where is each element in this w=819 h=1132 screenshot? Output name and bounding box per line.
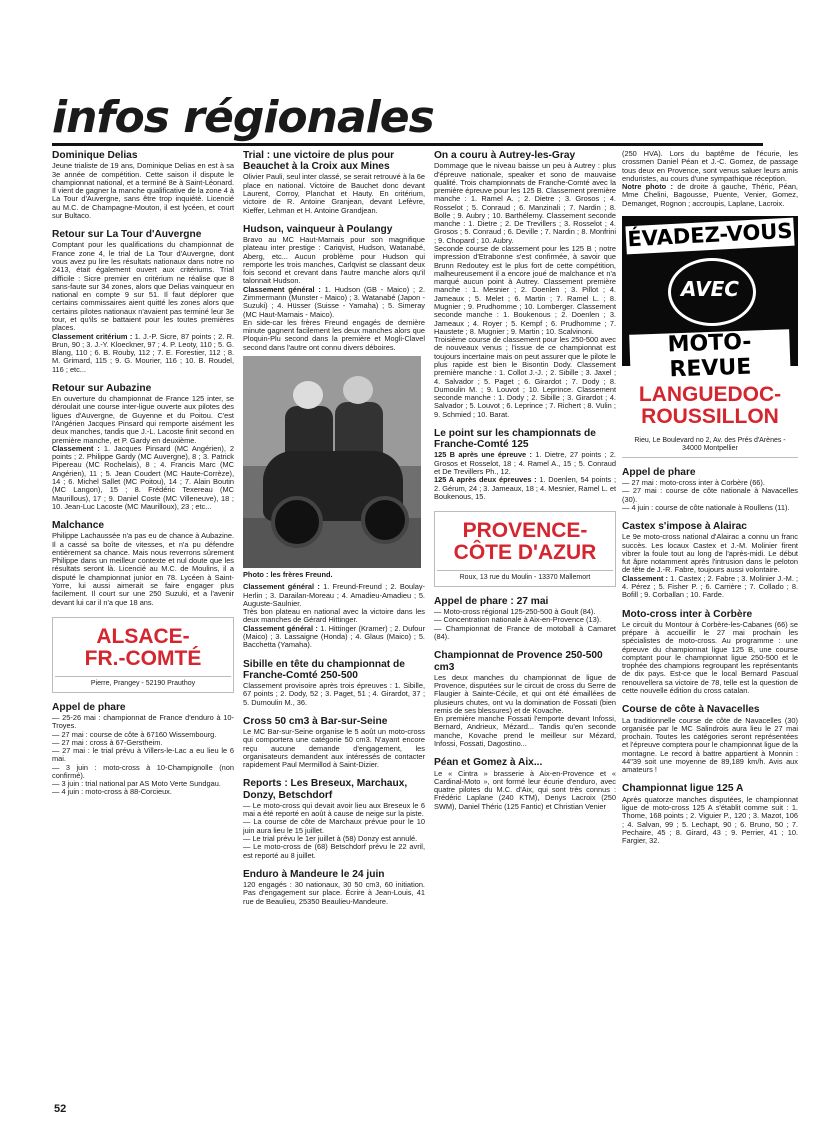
article-text bbox=[622, 183, 798, 208]
ad-line-2: AVEC bbox=[681, 276, 739, 301]
article-text: Le 9e moto-cross national d'Alairac a connu un franc succès. Les locaux Castex et J.-M. Molinier firent vibrer la foule tout au long de l'après-midi. Le début fut âpre notamment après l'intrusion dans le peloton de tête de J.-R. Fabre, toujours aussi volontaire. bbox=[622, 532, 798, 575]
article-text: Dommage que le niveau baisse un peu à Autrey : plus d'épreuve nationale, speaker et sono de mauvaise qualité. Trois championnats de Franche-Comté avec la première épreuve pour les 125 B. Classement première manche : 1. Ramel A. ; 2. Dietre ; 3. Grosos ; 4. Rosselot ; 5. Conraud ; 6. Manzinali ; 7. Nardin ; 8. Bolle ; 9. Aubry ; 10. Barthélemy. Classement seconde manche : 1. Dietre ; 2. De Trevillers ; 3. Rosselot ; 4. Grosos ; 5. Conraud ; 6. Deville ; 7. Nardin ; 8. Monfrini ; 9. Chopard ; 10. Aubry. bbox=[434, 161, 616, 245]
region-box-alsace bbox=[52, 617, 234, 693]
article-text: Olivier Pauli, seul inter classé, se serait retrouvé à la 6e place en national. Victoire de Bauchet donc devant Laurent, Corroy, Planchat et Hauty. En critérium, victoire de R. Antoine Granjean, devant Lefèvre, Kieffer, Lehman et H. Antoine Grandjean. bbox=[243, 172, 425, 215]
article-heading: Moto-cross inter à Corbère bbox=[622, 608, 753, 620]
article-text bbox=[52, 333, 234, 374]
photo-note-text: de droite à gauche, Théric, Péan, Mme Chelini, Bagousse, Puente, Venier, Gomez, Demanget, Rognon ; accroupis, Laplane, Lacroix. bbox=[622, 182, 798, 208]
article-text: 120 engagés : 30 nationaux, 30 50 cm3, 60 initiation. Pas d'engagement sur place. Écrire à Jean-Louis, 41 rue de Beaulieu, 25350 Beaulieu-Mandeure. bbox=[243, 880, 425, 906]
column-3 bbox=[434, 150, 616, 1100]
article-text: Classement provisoire après trois épreuves : 1. Sibille, 67 points ; 2. Dody, 52 ; 3. Paget, 51 ; 4. Girardot, 37 ; 5. Dumoulin M., 36. bbox=[243, 680, 425, 707]
standings-text: 1. Dietre, 27 points ; 2. Grosos et Rosselot, 18 ; 4. Ramel A., 15 ; 5. Conraud et De Trevillers Ph., 12. bbox=[434, 450, 616, 476]
article-text: Bravo au MC Haut-Marnais pour son magnifique plateau inter prestige : Cariqvist, Hudson, Watanabé, Aberg, etc... Aucun problème pour Hudson qui remporte les trois manches, Carlqvist se classant deux fois second et crevant dans l'autre manche alors qu'il talonnait Hudson. bbox=[243, 235, 425, 286]
article-text: — 27 mai : moto-cross inter à Corbère (66). — 27 mai : course de côte nationale à Navacelles (30). — 4 juin : course de côte nationale à Roullens (11). bbox=[622, 477, 798, 512]
article-heading: Castex s'impose à Alairac bbox=[622, 521, 747, 533]
region-name: LANGUEDOC- ROUSSILLON bbox=[638, 382, 782, 429]
classement-text: 1. J.-P. Sicre, 87 points ; 2. R. Brun, 90 ; 3. J.-Y. Kloeckner, 97 ; 4. P. Leoty, 110 ; 5. G. Blang, 110 ; 6. B. Rouby, 112 ; 7. E. Forestier, 112 ; 8. M. Grimard, 115 ; 9. G. Mourier, 116 ; 10. B. Roudel, 116 ; etc... bbox=[52, 331, 234, 374]
standings-label: 125 B après une épreuve : bbox=[434, 450, 532, 460]
article-text: Philippe Lachaussée n'a pas eu de chance à Aubazine. Il a cassé sa boîte de vitesses, et n'a pu défendre entièrement sa chance. Mais nous reverrons sûrement Philippe dans un meilleur contexte et nul doute que les résultats seront là. Licencié au M.C. de Moulins, il a disputé le championnat junior en 78. Lycéen à Saint-Yorre, lui aussi aimerait se faire engager plus facilement. Il court sur une 250 Suzuki, et a l'avenir devant lui car il n'a que 18 ans. bbox=[52, 531, 234, 607]
classement-label: Classement : bbox=[52, 443, 100, 453]
region-address: Rieu, Le Boulevard no 2, Av. des Prés d'Arènes - 34000 Montpellier bbox=[634, 437, 786, 452]
page-title: infos régionales bbox=[52, 92, 434, 143]
region-box-provence bbox=[434, 511, 616, 587]
classement-label: Classement général : bbox=[243, 623, 318, 633]
title-rule bbox=[52, 143, 763, 146]
column-1 bbox=[52, 150, 234, 1100]
article-heading: Trial : une victoire de plus pour Beauchet à la Croix aux Mines bbox=[243, 150, 395, 173]
article-text bbox=[434, 451, 616, 476]
article-text: — Le moto-cross qui devait avoir lieu aux Breseux le 6 mai a été reporté en août à cause de neige sur la piste. — La course de côte de Marchaux prévue pour le 10 juin aura lieu le 15 juillet. — Le trial prévu le 1er juillet à (58) Donzy est annulé. — Le moto-cross de (68) Betschdorf prévu le 22 avril, est reporté au 8 juillet. bbox=[243, 800, 425, 860]
article-text: Après quatorze manches disputées, le championnat ligue de moto-cross 125 A s'établit comme suit : 1. Thome, 168 points ; 2. Viguier P., 120 ; 3. Mazot, 106 ; 4. Salvan, 99 ; 5. Lechapt, 90 ; 6. Bruno, 50 ; 7. Pechaire, 45 ; 8. Girard, 43 ; 9. Perrier, 41 ; 10. Fargier, 32. bbox=[622, 794, 798, 846]
article-text: Le circuit du Montour à Corbère-les-Cabanes (66) se prépare à accueillir le 27 mai prochain les spécialistes de moto-cross. Au programme : une épreuve du championnat ligue 125 B, une course comptant pour le championnat ligue 250-500 et le trophée des champions regroupant les représentants de dix pays. Est-ce que le local Bernard Pascual renouvellera sa victoire de 78, telle est la question de cette nouvelle édition du cross catalan. bbox=[622, 619, 798, 695]
article-heading: Malchance bbox=[52, 520, 105, 532]
article-text bbox=[243, 583, 425, 608]
column-2 bbox=[243, 150, 425, 1100]
article-heading: Péan et Gomez à Aix... bbox=[434, 757, 543, 769]
region-name: ALSACE- FR.-COMTÉ bbox=[84, 624, 202, 670]
article-heading: Hudson, vainqueur à Poulangy bbox=[243, 223, 393, 235]
region-address: Roux, 13 rue du Moulin - 13370 Mallemort bbox=[437, 570, 613, 582]
classement-text: 1. Hudson (GB - Maico) ; 2. Zimmermann (Munster - Maico) ; 3. Watanabé (Japon - Suzuki) ; 4. Hüsser (Suisse - Yamaha) ; 5. Simeray (MC Haut-Marnais - Maico). bbox=[243, 284, 425, 319]
classement-label: Classement général : bbox=[243, 582, 320, 592]
article-heading: Course de côte à Navacelles bbox=[622, 704, 760, 716]
moto-revue-ad bbox=[622, 216, 798, 383]
article-text: — 25-26 mai : championnat de France d'enduro à 10-Troyes. — 27 mai : course de côte à 67160 Wissembourg. — 27 mai : cross à 67-Gerstheim. — 27 mai : le trial prévu à Villers-le-Lac a eu lieu le 6 mai. — 3 juin : moto-cross à 10-Champignolle (non confirmé). — 3 juin : trial national par AS Moto Verte Sundgau. — 4 juin : moto-cross à 88-Corcieux. bbox=[52, 712, 234, 797]
article-heading: Championnat de Provence 250-500 cm3 bbox=[434, 650, 603, 673]
ad-line-1: ÉVADEZ-VOUS bbox=[625, 218, 794, 254]
classement-text: 1. Hittinger (Kramer) ; 2. Dufour (Maico) ; 3. Lassaigne (Honda) ; 4. Glaus (Maico) ; 5. Bacchetta (Yamaha). bbox=[243, 623, 425, 650]
article-heading: Dominique Delias bbox=[52, 150, 138, 161]
classement-label: Classement critérium : bbox=[52, 331, 133, 341]
article-text: — Moto-cross régional 125-250-500 à Goult (84). — Concentration nationale à Aix-en-Provence (13). — Championnat de France de motoball à Camaret (84). bbox=[434, 607, 616, 642]
article-text: Troisième course de classement pour les 250-500 avec de nouveaux venus ; l'issue de ce championnat est toujours incertaine mais on peut assurer que le pilote le plus rapide est bien le Bisontin Dody. Classement première manche : 1. Collot J.-J. ; 2. Sibille ; 3. Jaxel ; 4. Salvador ; 5. Paget ; 6. Girardot ; 7. Dody ; 8. Dumoulin M. ; 9. Louvot ; 10. Leprince. Classement seconde manche : 1. Dody ; 2. Sibille ; 3. Girardot ; 4. Salvador ; 5. Louvot ; 6. Leprince ; 7. Richert ; 8. Vulin ; 9. Schmied ; 10. Barat. bbox=[434, 335, 616, 419]
photo-note-label: Notre photo : bbox=[622, 182, 673, 192]
article-text: Seconde course de classement pour les 125 B ; notre impression d'Etrabonne s'est confirmée, à savoir que Brunn Redoutey est le plus fort de cette compétition, malheureusement il a encore joué de malchance et n'a marqué aucun point à Autrey. Classement première manche : 1. Mesnier ; 2. Doenlen ; 3. Pillot ; 4. Jameaux ; 5. Melet ; 6. Martin ; 7. Ramel L. ; 8. Mugnier ; 9. Prudhomme ; 10. Lomberger. Classement seconde manche : 1. Boukenous ; 2. Doenlen ; 3. Jameaux ; 4. Royer ; 5. Kempf ; 6. Prudhomme ; 7. Haustete ; 8. Mugnier ; 9. Martin ; 10. Scalvinoni. bbox=[434, 244, 616, 336]
classement-text: 1. Jacques Pinsard (MC Angérien), 2 points ; 2. Philippe Gardy (MC Auvergne), 8 ; 3. Patrick Pipereau (MC Rochelais), 8 ; 4. Francis Marc (MC Angérien), 11 ; 5. Jean Coudert (MC Haute-Corrèze), 14 ; 6. Michel Sallet (MC Poitou), 14 ; 7. Alain Boutin (MC Langon), 15 ; 8. Frédéric Texereau (MC Maurillous), 17 ; 9. Daniel Coste (MC Villeneuve), 18 ; 10. Jean-Luc Lacoste (MC Maurilloux), 23 ; etc... bbox=[52, 443, 234, 511]
region-box-languedoc bbox=[622, 376, 798, 458]
classement-label: Classement : bbox=[622, 573, 669, 583]
article-heading: Appel de phare : 27 mai bbox=[434, 595, 549, 607]
article-heading: Appel de phare bbox=[52, 701, 126, 713]
article-heading: Retour sur Aubazine bbox=[52, 382, 152, 394]
standings-label: 125 A après deux épreuves : bbox=[434, 475, 537, 485]
classement-label: Classement général : bbox=[243, 284, 321, 294]
article-heading: Retour sur La Tour d'Auvergne bbox=[52, 229, 202, 241]
article-text: La traditionnelle course de côte de Navacelles (30) organisée par le MC Salindrois aura lieu le 27 mai prochain. Toutes les catégories seront représentées et l'épreuve comptera pour le championnat ligue de la montagne. Le record à battre appartient à Monnin : 44"39 soit une moyenne de 89,189 km/h. Avis aux amateurs ! bbox=[622, 715, 798, 775]
article-text: En side-car les frères Freund engagés de dernière minute gagnent facilement les deux manches alors que Ploquin-Plu second dans la première et Mogli-Clavel second dans l'autre ont connu divers déboires. bbox=[243, 317, 425, 352]
sidecar-photo bbox=[243, 356, 421, 568]
article-heading: Cross 50 cm3 à Bar-sur-Seine bbox=[243, 715, 388, 727]
article-heading: Sibille en tête du championnat de Franche-Comté 250-500 bbox=[243, 658, 405, 681]
article-text bbox=[243, 625, 425, 650]
article-text: Comptant pour les qualifications du championnat de France zone 4, le trial de La Tour d'Auvergne, dont vous avez pu lire les résultats nationaux dans notre no 2413, était également ouvert aux critériums. Trial difficile : Sicre premier en critérium ne réalise que 8 sans-faute sur 34 zones, alors que Delias vainqueur en national en compte 9 sur 51. Il faut déplorer que certains commissaires aient quitté les zones alors que certains pilotes nationaux n'avaient pas terminé leur 3e tour, et qu'ils se battaient pour les toutes premières places. bbox=[52, 240, 234, 333]
column-4 bbox=[622, 150, 798, 1100]
article-text bbox=[243, 286, 425, 319]
region-address: Pierre, Prangey - 52190 Prauthoy bbox=[55, 676, 231, 688]
photo-caption: Photo : les frères Freund. bbox=[243, 570, 333, 579]
page-number: 52 bbox=[54, 1103, 67, 1115]
article-heading: On a couru à Autrey-les-Gray bbox=[434, 150, 576, 161]
article-text: Les deux manches du championnat de ligue de Provence, disputées sur le circuit de cross du Serre de Flaugier à Sainte-Cécile, et qui ont été émaillées de plusieurs chutes, ont vu la domination de Fossati (bien remis de ses blessures) et de Kovache. En première manche Fossati l'emporte devant Infossi, Bernard, Andrieux, Mézard... Tandis qu'en seconde manche, Kovache prend le meilleur sur Mézard, Infossi, Fossati, Dagostino... bbox=[434, 672, 616, 749]
article-text bbox=[434, 476, 616, 501]
article-text: En ouverture du championnat de France 125 inter, se déroulait une course inter-ligue ouverte aux pilotes des ligues d'Auvergne, de Guyenne et du Poitou. C'est l'Angérien Jacques Pinsard qui remporte aisément les deux manches, tandis que J.-L. Lacoste finit second en première manche, et P. Gardy en deuxième. bbox=[52, 394, 234, 445]
ad-line-3: MOTO-REVUE bbox=[629, 329, 791, 384]
article-heading: Le point sur les championnats de Franche-Comté 125 bbox=[434, 427, 596, 451]
article-heading: Reports : Les Breseux, Marchaux, Donzy, Betschdorf bbox=[243, 778, 408, 801]
article-text bbox=[52, 445, 234, 511]
classement-text: 1. Castex ; 2. Fabre ; 3. Molinier J.-M. ; 4. Pérez ; 5. Fisher P. ; 6. Carrière ; 7. Collado ; 8. Bofill ; 9. Corballan ; 10. Farde. bbox=[622, 573, 798, 600]
article-heading: Appel de phare bbox=[622, 466, 696, 478]
article-text: Jeune trialiste de 19 ans, Dominique Delias en est à sa 3e année de compétition. Cette saison il dispute le championnat national, et a terminé 8e à Saint-Léonard. Il vient de gagner la manche qualificative de la zone 4 à La Tour d'Auvergne, sans être trop inquiété. Licencié au M.C. de Champagne-Mouton, il est lycéen, et court sur Bultaco. bbox=[52, 161, 235, 220]
article-text bbox=[622, 575, 798, 600]
standings-text: 1. Doenlen, 54 points ; 2. Gérum, 24 ; 3. Jameaux, 18 ; 4. Mesnier, Ramel L. et Boukenous, 15. bbox=[434, 475, 616, 501]
article-heading: Championnat ligue 125 A bbox=[622, 783, 744, 795]
article-text: Le MC Bar-sur-Seine organise le 5 août un moto-cross qui comportera une catégorie 50 cm3. N'ayant encore reçu aucune demande d'engagement, les organisateurs demandent aux intéressés de contacter rapidement Paul Mermillod à Saint-Dizier. bbox=[243, 727, 425, 770]
article-text: Très bon plateau en national avec la victoire dans les deux manches de Gérard Hittinger. bbox=[243, 607, 425, 625]
classement-text: 1. Freund-Freund ; 2. Boulay-Herlin ; 3. Darailan-Moreau ; 4. Amadieu-Amadieu ; 5. Auguste-Saulnier. bbox=[243, 582, 425, 608]
article-text: Le « Cintra » brasserie à Aix-en-Provence et « Cardinal-Moto », ont formé leur écurie d'enduro, avec quatre pilotes du M.C. d'Aix, qui sont très connus : Frédéric Laplane (240 KTM), Denys Lacroix (250 SWM), Daniel Théric (125 Fantic) et Christian Venier bbox=[434, 768, 616, 811]
article-heading: Enduro à Mandeure le 24 juin bbox=[243, 868, 385, 880]
region-name: PROVENCE- CÔTE D'AZUR bbox=[453, 519, 597, 565]
article-text: (250 HVA). Lors du baptême de l'écurie, les crossmen Daniel Péan et J.-C. Gomez, de passage tous deux en Provence, sont venus saluer leurs amis enduristes, au cours d'une sympathique réception. bbox=[622, 149, 798, 183]
